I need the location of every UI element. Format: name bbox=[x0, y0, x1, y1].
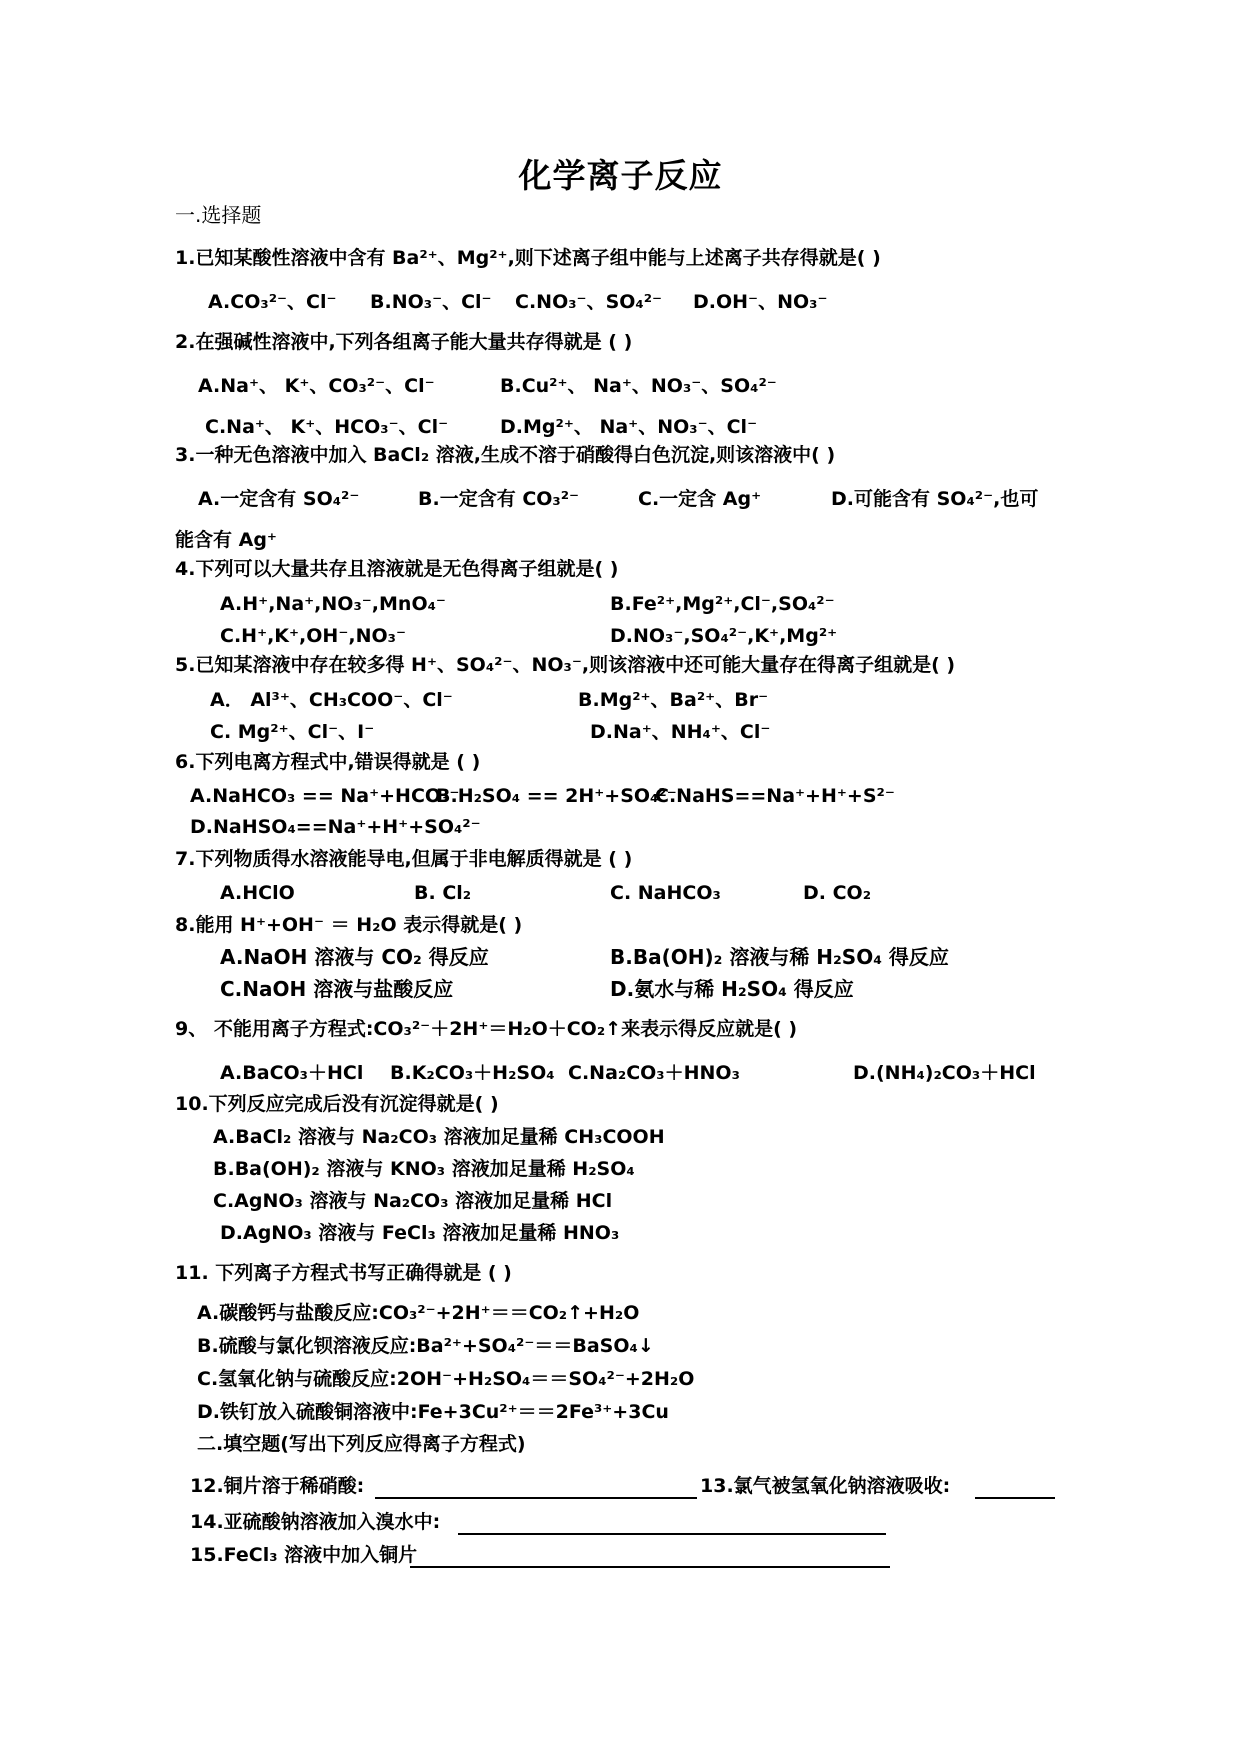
q10-stem: 10.下列反应完成后没有沉淀得就是( ) bbox=[175, 1093, 499, 1115]
q4-option-a: A.H⁺,Na⁺,NO₃⁻,MnO₄⁻ bbox=[220, 593, 446, 615]
q11-option-b: B.硫酸与氯化钡溶液反应:Ba²⁺+SO₄²⁻＝＝BaSO₄↓ bbox=[197, 1335, 654, 1357]
q6-option-d: D.NaHSO₄==Na⁺+H⁺+SO₄²⁻ bbox=[190, 816, 481, 838]
q7-option-c: C. NaHCO₃ bbox=[610, 882, 721, 904]
q4-option-c: C.H⁺,K⁺,OH⁻,NO₃⁻ bbox=[220, 625, 406, 647]
q2-option-c: C.Na⁺、 K⁺、HCO₃⁻、Cl⁻ bbox=[205, 416, 449, 438]
q7-option-d: D. CO₂ bbox=[803, 882, 872, 904]
q3-option-b: B.一定含有 CO₃²⁻ bbox=[418, 488, 580, 510]
q10-option-a: A.BaCl₂ 溶液与 Na₂CO₃ 溶液加足量稀 CH₃COOH bbox=[213, 1126, 665, 1148]
q1-option-d: D.OH⁻、NO₃⁻ bbox=[693, 291, 828, 313]
q9-option-d: D.(NH₄)₂CO₃＋HCl bbox=[853, 1062, 1036, 1084]
q4-option-d: D.NO₃⁻,SO₄²⁻,K⁺,Mg²⁺ bbox=[610, 625, 838, 647]
q4-stem: 4.下列可以大量共存且溶液就是无色得离子组就是( ) bbox=[175, 558, 619, 580]
q14-answer-blank[interactable] bbox=[458, 1533, 886, 1535]
q3-option-c: C.一定含 Ag⁺ bbox=[638, 488, 762, 510]
q15-prompt: 15.FeCl₃ 溶液中加入铜片 bbox=[190, 1544, 418, 1566]
q8-option-d: D.氨水与稀 H₂SO₄ 得反应 bbox=[610, 977, 854, 1001]
q10-option-c: C.AgNO₃ 溶液与 Na₂CO₃ 溶液加足量稀 HCl bbox=[213, 1190, 613, 1212]
q11-option-d: D.铁钉放入硫酸铜溶液中:Fe+3Cu²⁺＝＝2Fe³⁺+3Cu bbox=[197, 1401, 669, 1423]
q7-option-a: A.HClO bbox=[220, 882, 295, 904]
q2-option-a: A.Na⁺、 K⁺、CO₃²⁻、Cl⁻ bbox=[198, 375, 435, 397]
q1-option-b: B.NO₃⁻、Cl⁻ bbox=[370, 291, 492, 313]
q7-stem: 7.下列物质得水溶液能导电,但属于非电解质得就是 ( ) bbox=[175, 848, 633, 870]
q2-option-b: B.Cu²⁺、 Na⁺、NO₃⁻、SO₄²⁻ bbox=[500, 375, 777, 397]
q9-option-c: C.Na₂CO₃＋HNO₃ bbox=[568, 1062, 740, 1084]
q13-prompt: 13.氯气被氢氧化钠溶液吸收: bbox=[700, 1475, 951, 1497]
q8-option-a: A.NaOH 溶液与 CO₂ 得反应 bbox=[220, 945, 489, 969]
q4-option-b: B.Fe²⁺,Mg²⁺,Cl⁻,SO₄²⁻ bbox=[610, 593, 835, 615]
q9-stem: 9、 不能用离子方程式:CO₃²⁻＋2H⁺＝H₂O＋CO₂↑来表示得反应就是( ) bbox=[175, 1018, 798, 1040]
q5-option-a: A． Al³⁺、CH₃COO⁻、Cl⁻ bbox=[210, 689, 453, 711]
q6-option-c: C.NaHS==Na⁺+H⁺+S²⁻ bbox=[655, 785, 895, 807]
q7-option-b: B. Cl₂ bbox=[414, 882, 472, 904]
q3-stem: 3.一种无色溶液中加入 BaCl₂ 溶液,生成不溶于硝酸得白色沉淀,则该溶液中( ) bbox=[175, 444, 836, 466]
q3-option-d: D.可能含有 SO₄²⁻,也可 bbox=[831, 488, 1039, 510]
q5-option-d: D.Na⁺、NH₄⁺、Cl⁻ bbox=[590, 721, 771, 743]
q2-option-d: D.Mg²⁺、 Na⁺、NO₃⁻、Cl⁻ bbox=[500, 416, 758, 438]
q15-answer-blank[interactable] bbox=[410, 1566, 890, 1568]
page-title: 化学离子反应 bbox=[518, 156, 723, 195]
q5-stem: 5.已知某溶液中存在较多得 H⁺、SO₄²⁻、NO₃⁻,则该溶液中还可能大量存在得离子组就是( ) bbox=[175, 654, 956, 676]
q6-option-a: A.NaHCO₃ == Na⁺+HCO₃⁻ bbox=[190, 785, 460, 807]
q9-option-b: B.K₂CO₃＋H₂SO₄ bbox=[390, 1062, 555, 1084]
section-heading-fill: 二.填空题(写出下列反应得离子方程式) bbox=[197, 1433, 526, 1455]
q5-option-c: C. Mg²⁺、Cl⁻、I⁻ bbox=[210, 721, 375, 743]
q1-option-a: A.CO₃²⁻、Cl⁻ bbox=[208, 291, 337, 313]
q1-stem: 1.已知某酸性溶液中含有 Ba²⁺、Mg²⁺,则下述离子组中能与上述离子共存得就是( ) bbox=[175, 247, 881, 269]
q12-prompt: 12.铜片溶于稀硝酸: bbox=[190, 1475, 365, 1497]
q13-answer-blank[interactable] bbox=[975, 1497, 1055, 1499]
q11-option-a: A.碳酸钙与盐酸反应:CO₃²⁻+2H⁺＝＝CO₂↑+H₂O bbox=[197, 1302, 640, 1324]
q11-stem: 11. 下列离子方程式书写正确得就是 ( ) bbox=[175, 1262, 512, 1284]
q8-option-c: C.NaOH 溶液与盐酸反应 bbox=[220, 977, 454, 1001]
q8-stem: 8.能用 H⁺+OH⁻ ＝ H₂O 表示得就是( ) bbox=[175, 914, 523, 936]
q2-stem: 2.在强碱性溶液中,下列各组离子能大量共存得就是 ( ) bbox=[175, 331, 633, 353]
q1-option-c: C.NO₃⁻、SO₄²⁻ bbox=[515, 291, 663, 313]
q14-prompt: 14.亚硫酸钠溶液加入溴水中: bbox=[190, 1511, 441, 1533]
q6-option-b: B.H₂SO₄ == 2H⁺+SO₄²⁻ bbox=[436, 785, 677, 807]
q3-option-d-continued: 能含有 Ag⁺ bbox=[175, 529, 277, 551]
q10-option-d: D.AgNO₃ 溶液与 FeCl₃ 溶液加足量稀 HNO₃ bbox=[220, 1222, 620, 1244]
q6-stem: 6.下列电离方程式中,错误得就是 ( ) bbox=[175, 751, 481, 773]
q3-option-a: A.一定含有 SO₄²⁻ bbox=[198, 488, 360, 510]
section-heading-choice: 一.选择题 bbox=[175, 203, 262, 227]
q8-option-b: B.Ba(OH)₂ 溶液与稀 H₂SO₄ 得反应 bbox=[610, 945, 949, 969]
q12-answer-blank[interactable] bbox=[375, 1497, 697, 1499]
q5-option-b: B.Mg²⁺、Ba²⁺、Br⁻ bbox=[578, 689, 769, 711]
q10-option-b: B.Ba(OH)₂ 溶液与 KNO₃ 溶液加足量稀 H₂SO₄ bbox=[213, 1158, 635, 1180]
q9-option-a: A.BaCO₃＋HCl bbox=[220, 1062, 364, 1084]
q11-option-c: C.氢氧化钠与硫酸反应:2OH⁻+H₂SO₄＝＝SO₄²⁻+2H₂O bbox=[197, 1368, 695, 1390]
